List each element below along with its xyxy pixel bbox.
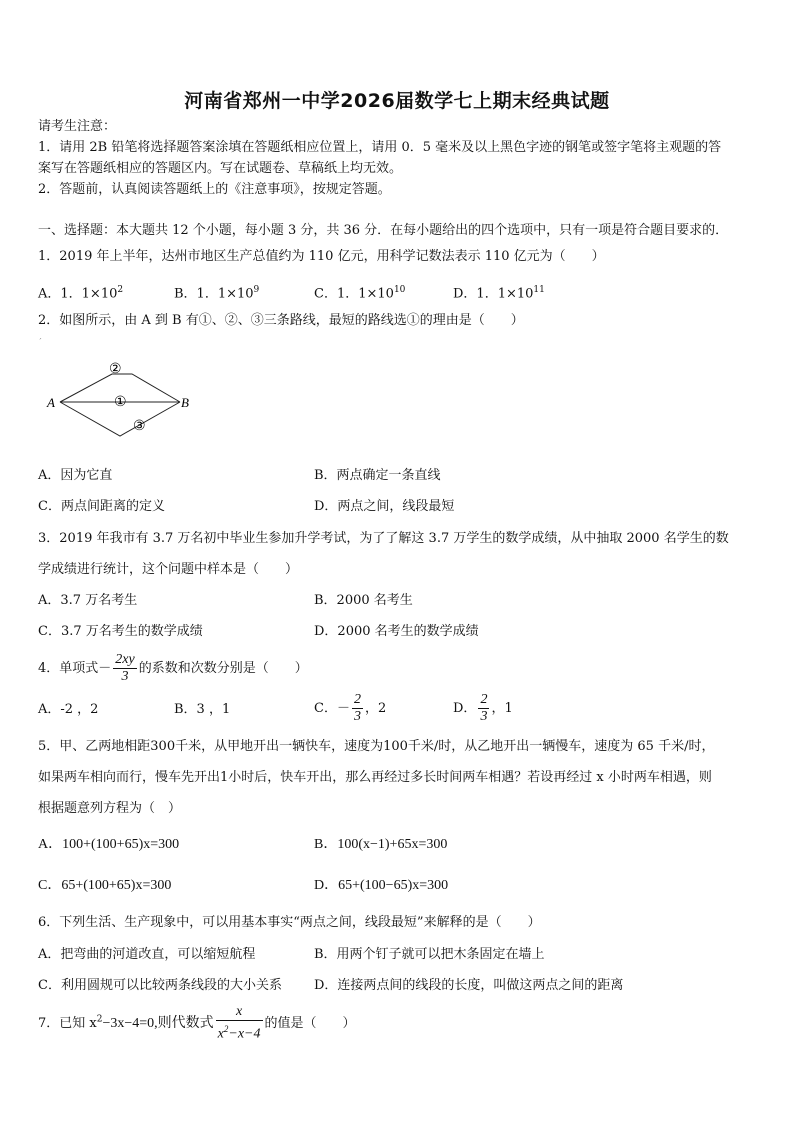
q3-option-c[interactable]: C．3.7 万名考生的数学成绩 bbox=[38, 624, 203, 639]
question-7-stem: 7．已知 $x^2-3x-4=0$,则代数式 $\frac{x}{x^2-x-4}$ 的值是（ ） bbox=[38, 1004, 356, 1042]
q1-option-b[interactable]: B．1．$1\times 10^9$ bbox=[174, 285, 260, 302]
q4-option-c[interactable]: C．－ $\frac{2}{3}$ ，2 bbox=[314, 692, 387, 724]
q1-option-d[interactable]: D．1．$1\times 10^{11}$ bbox=[453, 285, 545, 302]
q3-option-a[interactable]: A．3.7 万名考生 bbox=[38, 593, 138, 608]
q1-option-c[interactable]: C．1．$1\times 10^{10}$ bbox=[314, 285, 406, 302]
point-b-label: B bbox=[181, 395, 189, 410]
q1-option-a[interactable]: A．1．$1\times 10^2$ bbox=[38, 285, 124, 302]
question-1-stem: 1．2019 年上半年，达州市地区生产总值约为 110 亿元，用科学记数法表示 110 亿元为（ ） bbox=[38, 249, 605, 264]
q4-option-d[interactable]: D． $\frac{2}{3}$ ，1 bbox=[453, 692, 513, 724]
expression-fraction: $\frac{x}{x^2-x-4}$ bbox=[217, 1004, 261, 1042]
q4-option-b[interactable]: B．3 ，1 bbox=[174, 702, 231, 717]
question-4-stem: 4．单项式－ $\frac{2xy}{3}$ 的系数和次数分别是（ ） bbox=[38, 652, 308, 684]
question-2-stem: 2．如图所示，由 A 到 B 有①、②、③三条路线，最短的路线选①的理由是（ ） bbox=[38, 313, 524, 328]
q5-option-d[interactable]: D．65+(100−65)x=300 bbox=[314, 878, 449, 893]
route-3-label: ③ bbox=[133, 419, 146, 434]
q5-option-c[interactable]: C．65+(100+65)x=300 bbox=[38, 878, 172, 893]
notice-item-1-cont: 案写在答题纸相应的答题区内。写在试题卷、草稿纸上均无效。 bbox=[38, 161, 403, 176]
q5-option-a[interactable]: A．100+(100+65)x=300 bbox=[38, 837, 180, 852]
route-diagram bbox=[38, 338, 208, 448]
question-5-stem-end: 根据题意列方程为（ ） bbox=[38, 801, 182, 816]
question-6-stem: 6．下列生活、生产现象中，可以用基本事实“两点之间，线段最短”来解释的是（ ） bbox=[38, 915, 541, 930]
q3-option-d[interactable]: D．2000 名考生的数学成绩 bbox=[314, 624, 479, 639]
question-3-stem-cont: 学成绩进行统计，这个问题中样本是（ ） bbox=[38, 562, 299, 577]
notice-item-2: 2．答题前，认真阅读答题纸上的《注意事项》，按规定答题。 bbox=[38, 182, 391, 197]
notice-item-1: 1．请用 2B 铅笔将选择题答案涂填在答题纸相应位置上，请用 0．5 毫米及以上黑色字迹的钢笔或签字笔将主观题的答 bbox=[38, 140, 722, 155]
q6-option-c[interactable]: C．利用圆规可以比较两条线段的大小关系 bbox=[38, 978, 282, 993]
route-1-label: ① bbox=[114, 395, 127, 410]
notice-heading: 请考生注意： bbox=[38, 119, 117, 134]
question-3-stem: 3．2019 年我市有 3.7 万名初中毕业生参加升学考试，为了了解这 3.7 万学生的数学成绩，从中抽取 2000 名学生的数 bbox=[38, 531, 729, 546]
page-title: 河南省郑州一中学2026届数学七上期末经典试题 bbox=[184, 90, 610, 112]
q6-option-a[interactable]: A．把弯曲的河道改直，可以缩短航程 bbox=[38, 947, 256, 962]
q4-option-a[interactable]: A．-2 ，2 bbox=[38, 702, 99, 717]
monomial-fraction: $\frac{2xy}{3}$ bbox=[115, 652, 135, 684]
q5-option-b[interactable]: B．100(x−1)+65x=300 bbox=[314, 837, 448, 852]
q2-option-c[interactable]: C．两点间距离的定义 bbox=[38, 499, 165, 514]
question-5-stem: 5．甲、乙两地相距300千米，从甲地开出一辆快车，速度为100千米/时，从乙地开出一辆慢车，速度为 65 千米/时， bbox=[38, 739, 715, 754]
route-2-label: ② bbox=[109, 362, 122, 377]
q6-option-d[interactable]: D．连接两点间的线段的长度，叫做这两点之间的距离 bbox=[314, 978, 624, 993]
q2-option-a[interactable]: A．因为它直 bbox=[38, 468, 113, 483]
q3-option-b[interactable]: B．2000 名考生 bbox=[314, 593, 413, 608]
q2-option-d[interactable]: D．两点之间，线段最短 bbox=[314, 499, 455, 514]
svg-text:ˊ: ˊ bbox=[39, 338, 42, 346]
section-heading: 一、选择题：本大题共 12 个小题，每小题 3 分，共 36 分．在每小题给出的四个选项中，只有一项是符合题目要求的． bbox=[38, 223, 729, 238]
question-5-stem-cont: 如果两车相向而行，慢车先开出1小时后，快车开出，那么再经过多长时间两车相遇？若设再经过 x 小时两车相遇，则 bbox=[38, 770, 712, 785]
q2-option-b[interactable]: B．两点确定一条直线 bbox=[314, 468, 441, 483]
q6-option-b[interactable]: B．用两个钉子就可以把木条固定在墙上 bbox=[314, 947, 545, 962]
point-a-label: A bbox=[47, 395, 55, 410]
